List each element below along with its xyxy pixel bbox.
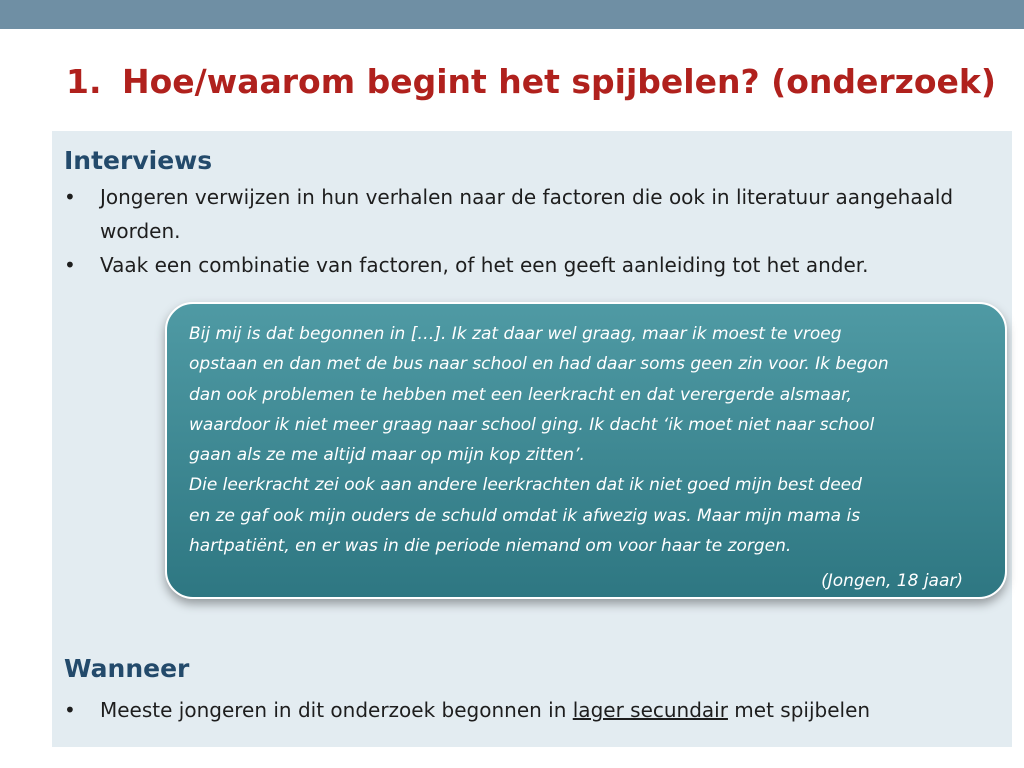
slide-title [66, 60, 1016, 104]
quote-callout [165, 302, 1007, 599]
interviews-heading: Interviews [64, 146, 213, 175]
list-item [64, 248, 999, 282]
slide-title-number: 1. [66, 62, 102, 101]
bullet-icon: • [64, 185, 76, 209]
quote-line: opstaan en dan met de bus naar school en had daar soms geen zin voor. Ik begon [189, 354, 889, 375]
bullet-text: Jongeren verwijzen in hun verhalen naar de factoren die ook in literatuur aangehaald worden. [100, 185, 954, 243]
bullet-icon: • [64, 698, 76, 722]
quote-line: dan ook problemen te hebben met een leerkracht en dat verergerde alsmaar, [189, 384, 853, 405]
bullet-text: Vaak een combinatie van factoren, of het een geeft aanleiding tot het ander. [100, 253, 869, 277]
slide-title-text: Hoe/waarom begint het spijbelen? (onderzoek) [122, 62, 996, 101]
wanneer-heading: Wanneer [64, 654, 190, 683]
quote-source: (Jongen, 18 jaar) [821, 571, 963, 591]
quote-line: waardoor ik niet meer graag naar school ging. Ik dacht ‘ik moet niet naar school [189, 414, 875, 435]
quote-line: hartpatiënt, en er was in die periode niemand om voor haar te zorgen. [189, 536, 792, 557]
wanneer-bullet-list [64, 693, 999, 727]
content-panel [52, 131, 1012, 747]
interviews-bullet-list [64, 180, 999, 282]
underlined-term: lager secundair [572, 698, 728, 722]
bullet-text-before: Meeste jongeren in dit onderzoek begonnen in [100, 698, 573, 722]
quote-line: Die leerkracht zei ook aan andere leerkrachten dat ik niet goed mijn best deed [189, 475, 862, 496]
bullet-text-after: met spijbelen [727, 698, 871, 722]
list-item [64, 180, 999, 248]
quote-line: Bij mij is dat begonnen in […]. Ik zat daar wel graag, maar ik moest te vroeg [189, 324, 842, 344]
quote-line: gaan als ze me altijd maar op mijn kop zitten’. [189, 445, 585, 466]
top-bar [0, 0, 1024, 29]
quote-line: en ze gaf ook mijn ouders de schuld omdat ik afwezig was. Maar mijn mama is [189, 505, 861, 526]
bullet-icon: • [64, 253, 76, 277]
list-item [64, 693, 999, 727]
